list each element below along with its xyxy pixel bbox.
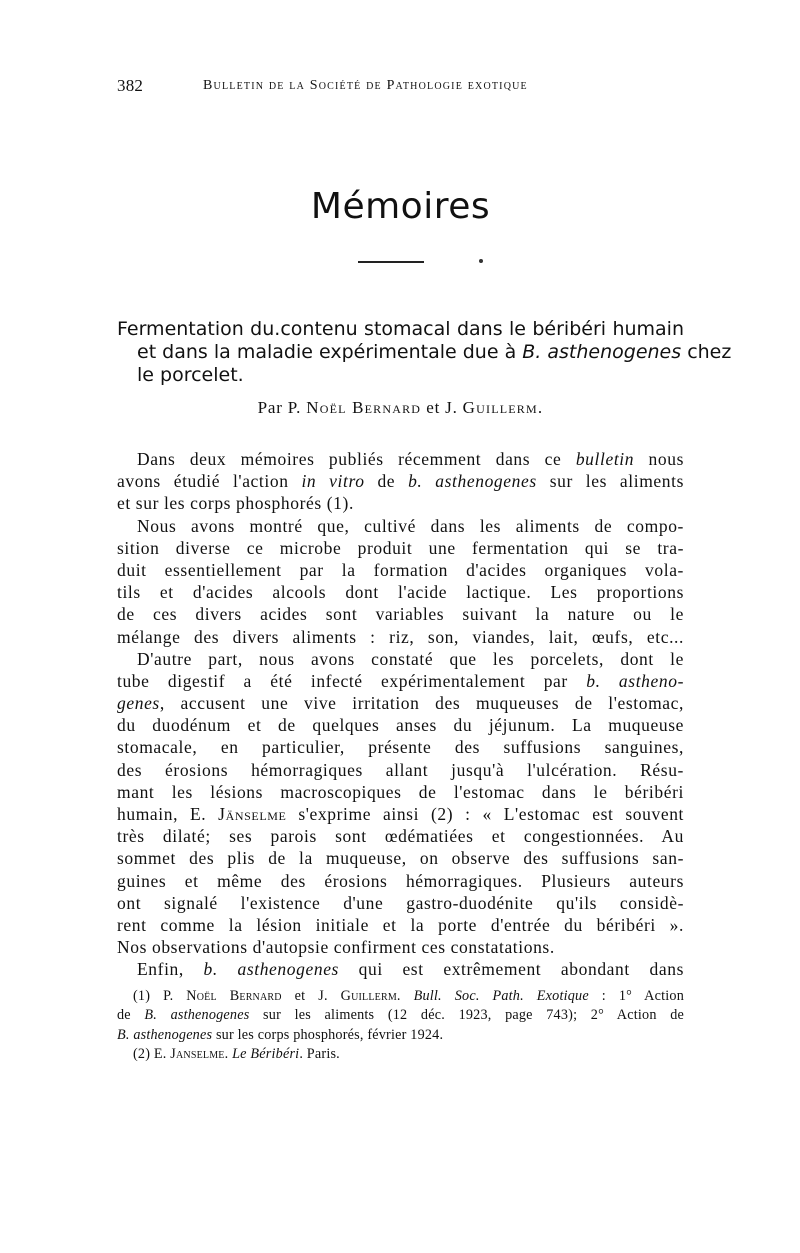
byline — [117, 398, 684, 418]
body-line: Dans deux mémoires publiés récemment dans ce bulletin nous — [137, 449, 685, 469]
body-line: tube digestif a été infecté expérimentalement par b. astheno- — [117, 670, 684, 691]
body-line: mélange des divers aliments : riz, son, viandes, lait, œufs, etc... — [117, 626, 684, 647]
body-line: duit essentiellement par la formation d'acides organiques vola- — [117, 559, 684, 580]
body-line: tils et d'acides alcools dont l'acide lactique. Les proportions — [117, 582, 684, 603]
footnote-2: (2) E. Janselme. Le Béribéri. Paris. — [133, 1046, 340, 1063]
body-line: de ces divers acides sont variables suivant la nature ou le — [117, 604, 684, 625]
body-line: Enfin, b. asthenogenes qui est extrêmement abondant dans — [137, 959, 684, 980]
body-line: et sur les corps phosphorés (1). — [117, 493, 354, 514]
body-line: ont signalé l'existence d'une gastro-duodénite qu'ils considè- — [117, 892, 684, 913]
article-body — [117, 448, 684, 981]
body-line: très dilaté; ses parois sont œdématiées et congestionnées. Au — [117, 826, 684, 847]
article-title-line: Fermentation du.contenu stomacal dans le béribéri humain — [117, 318, 684, 340]
author-name: Guillerm. — [462, 398, 544, 417]
byline-prefix: Par P. — [257, 398, 307, 417]
body-line: guines et même des érosions hémorragiques. Plusieurs auteurs — [117, 870, 684, 891]
body-line: du duodénum et de quelques anses du jéjunum. La muqueuse — [117, 715, 684, 736]
body-line: sition diverse ce microbe produit une fermentation qui se tra- — [117, 537, 684, 558]
body-line: Nous avons montré que, cultivé dans les aliments de compo- — [137, 515, 684, 536]
running-head — [117, 76, 684, 100]
section-divider — [358, 261, 424, 263]
body-line: genes, accusent une vive irritation des muqueuses de l'estomac, — [117, 693, 684, 714]
body-line: mant les lésions macroscopiques de l'estomac dans le béribéri — [117, 781, 684, 802]
title-species: B. asthenogenes — [522, 341, 682, 363]
body-line: sommet des plis de la muqueuse, on observe des suffusions san- — [117, 848, 684, 869]
footnotes — [117, 987, 684, 1065]
article-title-line — [117, 341, 732, 364]
author-name: Noël Bernard — [306, 398, 422, 417]
footnote-1-cont: de B. asthenogenes sur les aliments (12 déc. 1923, page 743); 2° Action de — [117, 1007, 684, 1024]
body-line: Nos observations d'autopsie confirment ces constatations. — [117, 937, 555, 958]
body-line: D'autre part, nous avons constaté que les porcelets, dont le — [137, 648, 684, 669]
article-title-line: le porcelet. — [137, 364, 244, 386]
journal-title: Bulletin de la Société de Pathologie exotique — [203, 78, 528, 93]
body-line: des érosions hémorragiques allant jusqu'à l'ulcération. Résu- — [117, 759, 684, 780]
body-line: avons étudié l'action in vitro de b. asthenogenes sur les aliments — [117, 471, 684, 492]
title-text: et dans la maladie expérimentale due à — [137, 341, 523, 363]
divider-dot — [479, 259, 483, 263]
section-title: Mémoires — [310, 186, 491, 227]
footnote-1-cont: B. asthenogenes sur les corps phosphorés, février 1924. — [117, 1026, 444, 1043]
body-line: stomacale, en particulier, présente des suffusions sanguines, — [117, 737, 684, 758]
journal-page — [117, 0, 732, 1253]
byline-conjunction: et J. — [421, 398, 463, 417]
footnote-1: (1) P. Noël Bernard et J. Guillerm. Bull. Soc. Path. Exotique : 1° Action — [133, 988, 684, 1004]
body-line: humain, E. Jänselme s'exprime ainsi (2) : « L'estomac est souvent — [117, 804, 685, 824]
page-number: 382 — [117, 76, 144, 95]
article-title — [117, 318, 732, 387]
title-text: chez — [681, 341, 732, 363]
body-line: rent comme la lésion initiale et la porte d'entrée du béribéri ». — [117, 914, 684, 935]
